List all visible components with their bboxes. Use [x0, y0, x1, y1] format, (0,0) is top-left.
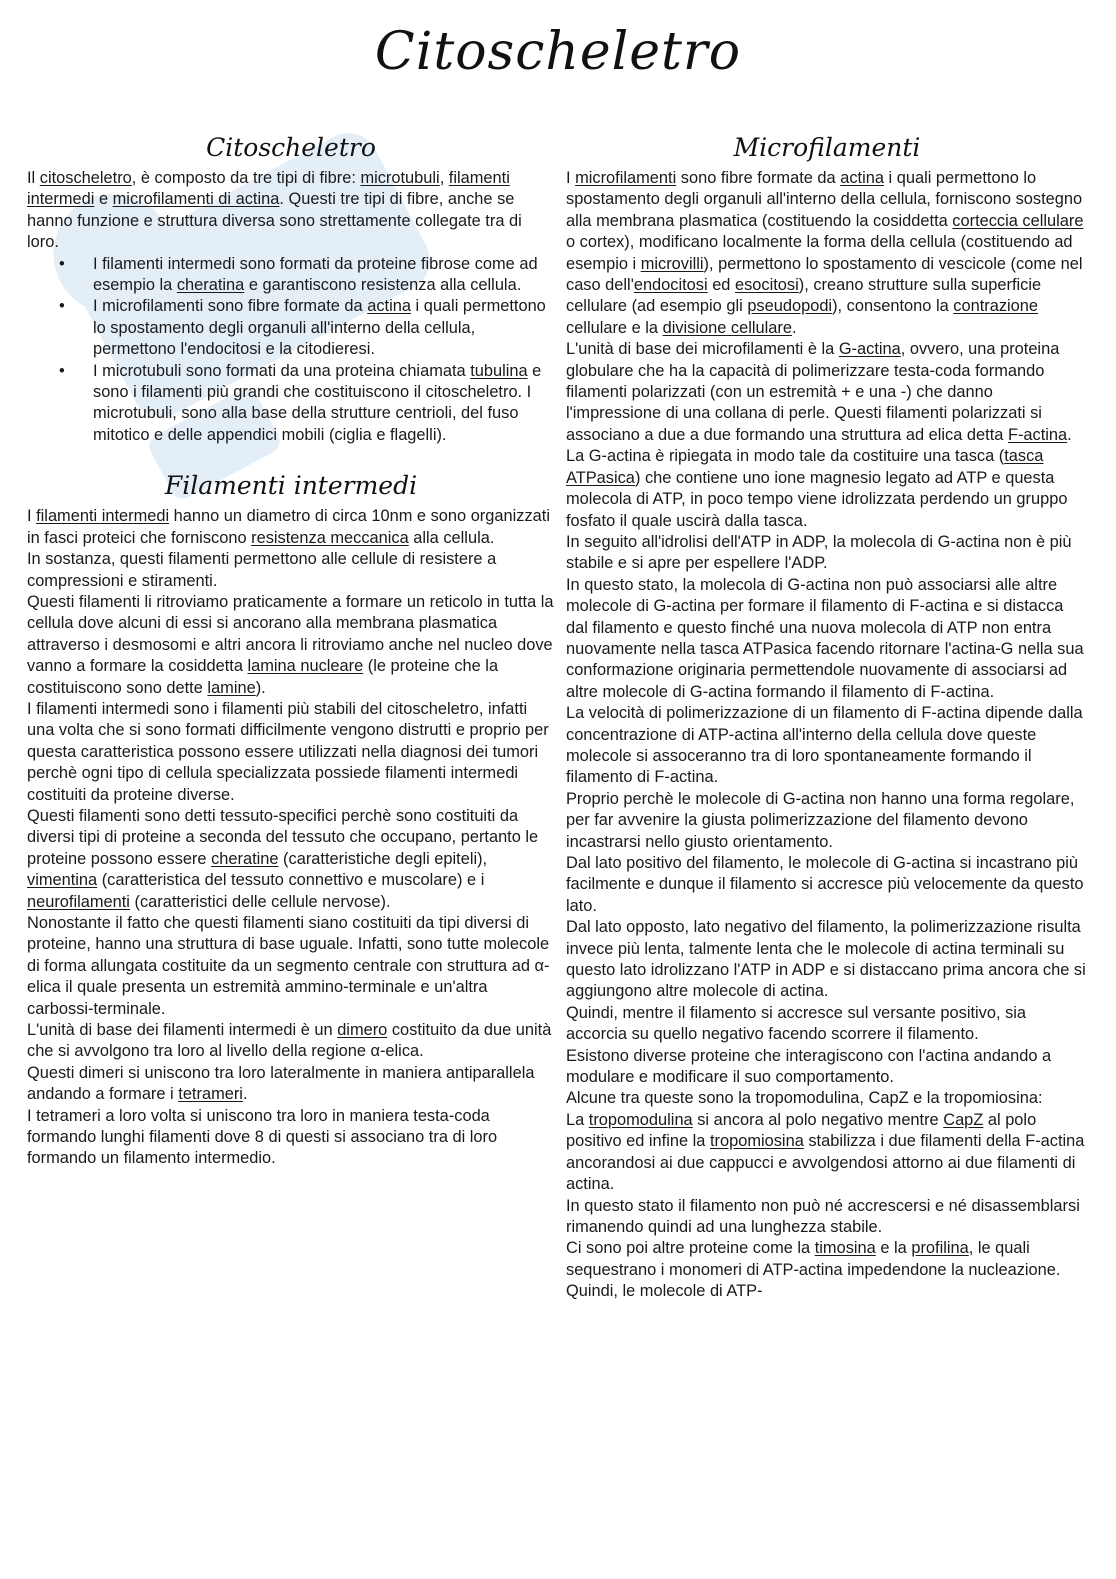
body-paragraph [566, 532, 1088, 575]
body-paragraph [27, 549, 555, 592]
text-segment: I filamenti intermedi sono formati da proteine fibrose come ad esempio la [93, 254, 538, 295]
underlined-term: contrazione [953, 297, 1039, 316]
underlined-term: endocitosi [633, 276, 708, 295]
text-segment: I [27, 507, 37, 526]
body-paragraph [27, 506, 555, 549]
underlined-term: resistenza meccanica [251, 528, 409, 547]
underlined-term: G-actina [838, 340, 901, 359]
text-segment: i quali permettono lo spostamento degli organuli all'interno della cellula, permettono l'endocitosi e la citodieresi. [93, 297, 546, 359]
left-column [27, 132, 555, 1170]
text-segment: L'unità di base dei microfilamenti è la [566, 340, 839, 359]
underlined-term: actina [367, 297, 411, 316]
text-segment: Nonostante il fatto che questi filamenti siano costituiti da tipi diversi di proteine, hanno una struttura di base uguale. Infatti, sono tutte molecole di forma allungata costituite da un segmento centrale con struttura ad α-elica il quale presenta un estremità ammino-terminale e un'altra carbossi-terminale. [27, 914, 550, 1018]
body-paragraph [566, 168, 1088, 339]
bullet-icon: • [59, 297, 65, 316]
text-segment: I tetrameri a loro volta si uniscono tra loro in maniera testa-coda formando lunghi filamenti dove 8 di questi si associano tra di loro formando un filamento intermedio. [27, 1106, 498, 1168]
text-segment: e sono i filamenti più grandi che costituiscono il citoscheletro. I microtubuli, sono alla base della strutture centrioli, del fuso mitotico e delle appendici mobili (ciglia e flagelli). [93, 361, 542, 444]
bullet-icon: • [59, 361, 65, 380]
filamenti-intermedi-body [27, 506, 555, 1170]
text-segment: In sostanza, questi filamenti permettono alle cellule di resistere a compressioni e stiramenti. [27, 550, 497, 590]
text-segment: I microfilamenti sono fibre formate da [93, 297, 368, 316]
microfilamenti-body [566, 168, 1088, 1303]
text-segment: . [791, 318, 797, 337]
section-title-citoscheletro: Citoscheletro [206, 133, 376, 162]
body-paragraph [27, 1106, 555, 1170]
text-segment: . [242, 1085, 248, 1104]
text-segment: ed [707, 276, 735, 295]
list-item [27, 254, 555, 297]
text-segment: . [1067, 425, 1072, 444]
text-segment: I microtubuli sono formati da una proteina chiamata [93, 361, 471, 380]
underlined-term: lamine [207, 678, 256, 697]
text-segment: Dal lato opposto, lato negativo del filamento, la polimerizzazione risulta invece più lenta, talmente lenta che le molecole di actina terminali su questo lato idrolizzano l'ATP in ADP e si distaccano prima ancora che si aggiungono altre molecole di actina. [566, 918, 1086, 1001]
text-segment: e la [875, 1239, 912, 1258]
text-segment: al polo positivo ed infine la [566, 1110, 1037, 1151]
body-paragraph [566, 1110, 1088, 1196]
text-segment: Questi filamenti sono detti tessuto-specifici perchè sono costituiti da diversi tipi di proteine a seconda del tessuto che occupano, pertanto le proteine possono essere [27, 806, 539, 868]
body-paragraph [566, 1088, 1088, 1109]
underlined-term: divisione cellulare [662, 318, 792, 337]
text-segment: I filamenti intermedi sono i filamenti più stabili del citoscheletro, infatti una volta che si sono formati difficilmente vengono distrutti e proprio per questa caratteristica possono essere utilizzati nella diagnosi dei tumori perchè ogni tipo di cellula specializzata possiede filamenti intermedi costituiti da proteine diverse. [27, 699, 549, 804]
text-segment: In questo stato, la molecola di G-actina non può associarsi alle altre molecole di G-actina per formare il filamento di F-actina e si distacca dal filamento e questo finché una nuova molecola di ATP non entra nuovamente nella tasca ATPasica facendo ritornare l'actina-G nella sua conformazione originaria permettendole nuovamente di associarsi ad altre molecole di G-actina formando il filamento di F-actina. [566, 575, 1084, 701]
text-segment: ). [255, 678, 266, 697]
text-segment: , [439, 169, 449, 187]
text-segment: Proprio perchè le molecole di G-actina non hanno una forma regolare, per far avvenire la giusta polimerizzazione del filamento devono incastrarsi nello giusto orientamento. [566, 789, 1075, 851]
underlined-term: neurofilamenti [27, 892, 130, 911]
text-segment: (caratteristiche degli epiteli), [278, 849, 488, 868]
right-column [566, 132, 1088, 1303]
list-item [27, 361, 555, 447]
underlined-term: corteccia cellulare [952, 211, 1084, 230]
body-paragraph [566, 917, 1088, 1003]
underlined-term: profilina [911, 1239, 969, 1258]
body-paragraph [566, 853, 1088, 917]
text-segment: Quindi, mentre il filamento si accresce sul versante positivo, sia accorcia su quello negativo facendo scorrere il filamento. [566, 1003, 1027, 1044]
underlined-term: dimero [337, 1021, 388, 1040]
text-segment: e [94, 190, 113, 209]
text-segment: I [566, 169, 576, 187]
body-paragraph [566, 1196, 1088, 1239]
text-segment: i quali permettono lo spostamento degli organuli all'interno della cellula, forniscono sostegno alla membrana plasmatica (costituendo la cosiddetta [566, 169, 1083, 230]
text-segment: La G-actina è ripiegata in modo tale da costituire una tasca ( [566, 447, 1005, 466]
underlined-term: microfilamenti [575, 169, 677, 187]
underlined-term: microvilli [640, 254, 704, 273]
text-segment: Questi dimeri si uniscono tra loro lateralmente in maniera antiparallela andando a formare i [27, 1063, 535, 1104]
body-paragraph [566, 575, 1088, 703]
underlined-term: tetrameri [178, 1085, 243, 1104]
text-segment: , è composto da tre tipi di fibre: [131, 169, 361, 187]
text-segment: In seguito all'idrolisi dell'ATP in ADP, la molecola di G-actina non è più stabile e si apre per espellere l'ADP. [566, 532, 1072, 573]
text-segment: Questi filamenti li ritroviamo praticamente a formare un reticolo in tutta la cellula dove alcuni di essi si ancorano alla membrana plasmatica attraverso i desmosomi e altri ancora li ritroviamo anche nel nucleo dove vanno a formare la cosiddetta [27, 592, 554, 676]
underlined-term: pseudopodi [747, 297, 833, 316]
body-paragraph [566, 789, 1088, 853]
text-segment: o cortex), modificano localmente la forma della cellula (costituendo ad esempio i [566, 233, 1073, 273]
text-segment: si ancora al polo negativo mentre [692, 1110, 944, 1129]
underlined-term: actina [840, 169, 884, 187]
underlined-term: vimentina [27, 871, 98, 890]
bullet-icon: • [59, 254, 65, 273]
underlined-term: timosina [814, 1239, 876, 1258]
underlined-term: F-actina [1007, 425, 1068, 444]
text-segment: ), creano strutture sulla superficie cellulare (ad esempio gli [566, 276, 1042, 316]
list-item [27, 296, 555, 360]
text-segment: (caratteristica del tessuto connettivo e muscolare) e i [97, 871, 485, 890]
body-paragraph [566, 446, 1088, 532]
underlined-term: filamenti intermedi [27, 169, 510, 209]
body-paragraph [27, 699, 555, 806]
underlined-term: tasca ATPasica [566, 447, 1044, 487]
intro-paragraph [27, 168, 555, 254]
body-paragraph [27, 1020, 555, 1063]
text-segment: ), consentono la [832, 297, 954, 316]
underlined-term: tropomiosina [709, 1132, 804, 1151]
text-segment: (caratteristici delle cellule nervose). [129, 892, 391, 911]
underlined-term: CapZ [943, 1110, 984, 1129]
text-segment: Esistono diverse proteine che interagiscono con l'actina andando a modulare e modificare il suo comportamento. [566, 1046, 1052, 1087]
underlined-term: cheratine [211, 849, 279, 868]
underlined-term: filamenti intermedi [36, 507, 170, 526]
text-segment: stabilizza i due filamenti della F-actina ancorandosi ai due cappucci e avvolgendosi attorno ai due filamenti di actina. [566, 1132, 1085, 1194]
text-segment: , le quali sequestrano i monomeri di ATP-actina impedendone la nucleazione. Quindi, le molecole di ATP- [566, 1239, 1061, 1301]
text-segment: sono fibre formate da [676, 169, 841, 187]
text-segment: alla cellula. [408, 528, 495, 547]
text-segment: Il [27, 169, 40, 187]
page-title: Citoscheletro [374, 22, 742, 82]
text-segment: In questo stato il filamento non può né accrescersi e né disassemblarsi rimanendo quindi ad una lunghezza stabile. [566, 1196, 1080, 1236]
text-segment: ) che contiene uno ione magnesio legato ad ATP e questa molecola di ATP, in poco tempo viene idrolizzata perdendo un gruppo fosfato il quale uscirà dalla tasca. [566, 468, 1068, 530]
underlined-term: cheratina [176, 276, 245, 295]
body-paragraph [566, 1238, 1088, 1302]
body-paragraph [27, 806, 555, 913]
underlined-term: esocitosi [734, 276, 799, 295]
underlined-term: microfilamenti di actina [112, 190, 280, 209]
body-paragraph [566, 1046, 1088, 1089]
text-segment: Dal lato positivo del filamento, le molecole di G-actina si incastrano più facilmente e dunque il filamento si accresce più velocemente da questo lato. [566, 854, 1084, 915]
fiber-types-list [27, 254, 555, 447]
body-paragraph [27, 913, 555, 1020]
underlined-term: microtubuli [360, 169, 440, 187]
text-segment: . Questi tre tipi di fibre, anche se hanno funzione e struttura diversa sono strettamente collegate tra di loro. [27, 190, 522, 252]
text-segment: (le proteine che la costituiscono sono dette [27, 657, 499, 697]
section-title-filamenti-intermedi: Filamenti intermedi [164, 471, 418, 501]
section-title-microfilamenti: Microfilamenti [733, 133, 921, 162]
underlined-term: tubulina [470, 361, 528, 380]
underlined-term: lamina nucleare [247, 657, 364, 676]
body-paragraph [27, 1063, 555, 1106]
underlined-term: citoscheletro [39, 169, 132, 187]
body-paragraph [566, 339, 1088, 446]
text-segment: La velocità di polimerizzazione di un filamento di F-actina dipende dalla concentrazione di ATP-actina all'interno della cellula dove queste molecole si assoceranno tra di loro spontaneamente formando il filamento di F-actina. [566, 704, 1083, 787]
underlined-term: tropomodulina [588, 1110, 693, 1129]
text-segment: ), permettono lo spostamento di vescicole (come nel caso dell' [566, 254, 1083, 295]
text-segment: cellulare e la [566, 318, 663, 337]
body-paragraph [566, 703, 1088, 789]
body-paragraph [27, 592, 555, 699]
body-paragraph [566, 1003, 1088, 1046]
text-segment: costituito da due unità che si avvolgono tra loro al livello della regione α-elica. [27, 1021, 552, 1061]
text-segment: Alcune tra queste sono la tropomodulina, CapZ e la tropomiosina: [566, 1089, 1043, 1108]
text-segment: La [566, 1110, 589, 1129]
text-segment: Ci sono poi altre proteine come la [566, 1239, 815, 1258]
text-segment: , ovvero, una proteina globulare che ha la capacità di polimerizzare testa-coda formando filamenti polarizzati (con un estremità + e una -) che danno l'impressione di una collana di perle. Questi filamenti polarizzati si associano a due a due formando una struttura ad elica detta [566, 340, 1060, 444]
text-segment: L'unità di base dei filamenti intermedi è un [27, 1021, 338, 1040]
text-segment: e garantiscono resistenza alla cellula. [244, 276, 522, 295]
text-segment: hanno un diametro di circa 10nm e sono organizzati in fasci proteici che forniscono [27, 507, 550, 547]
